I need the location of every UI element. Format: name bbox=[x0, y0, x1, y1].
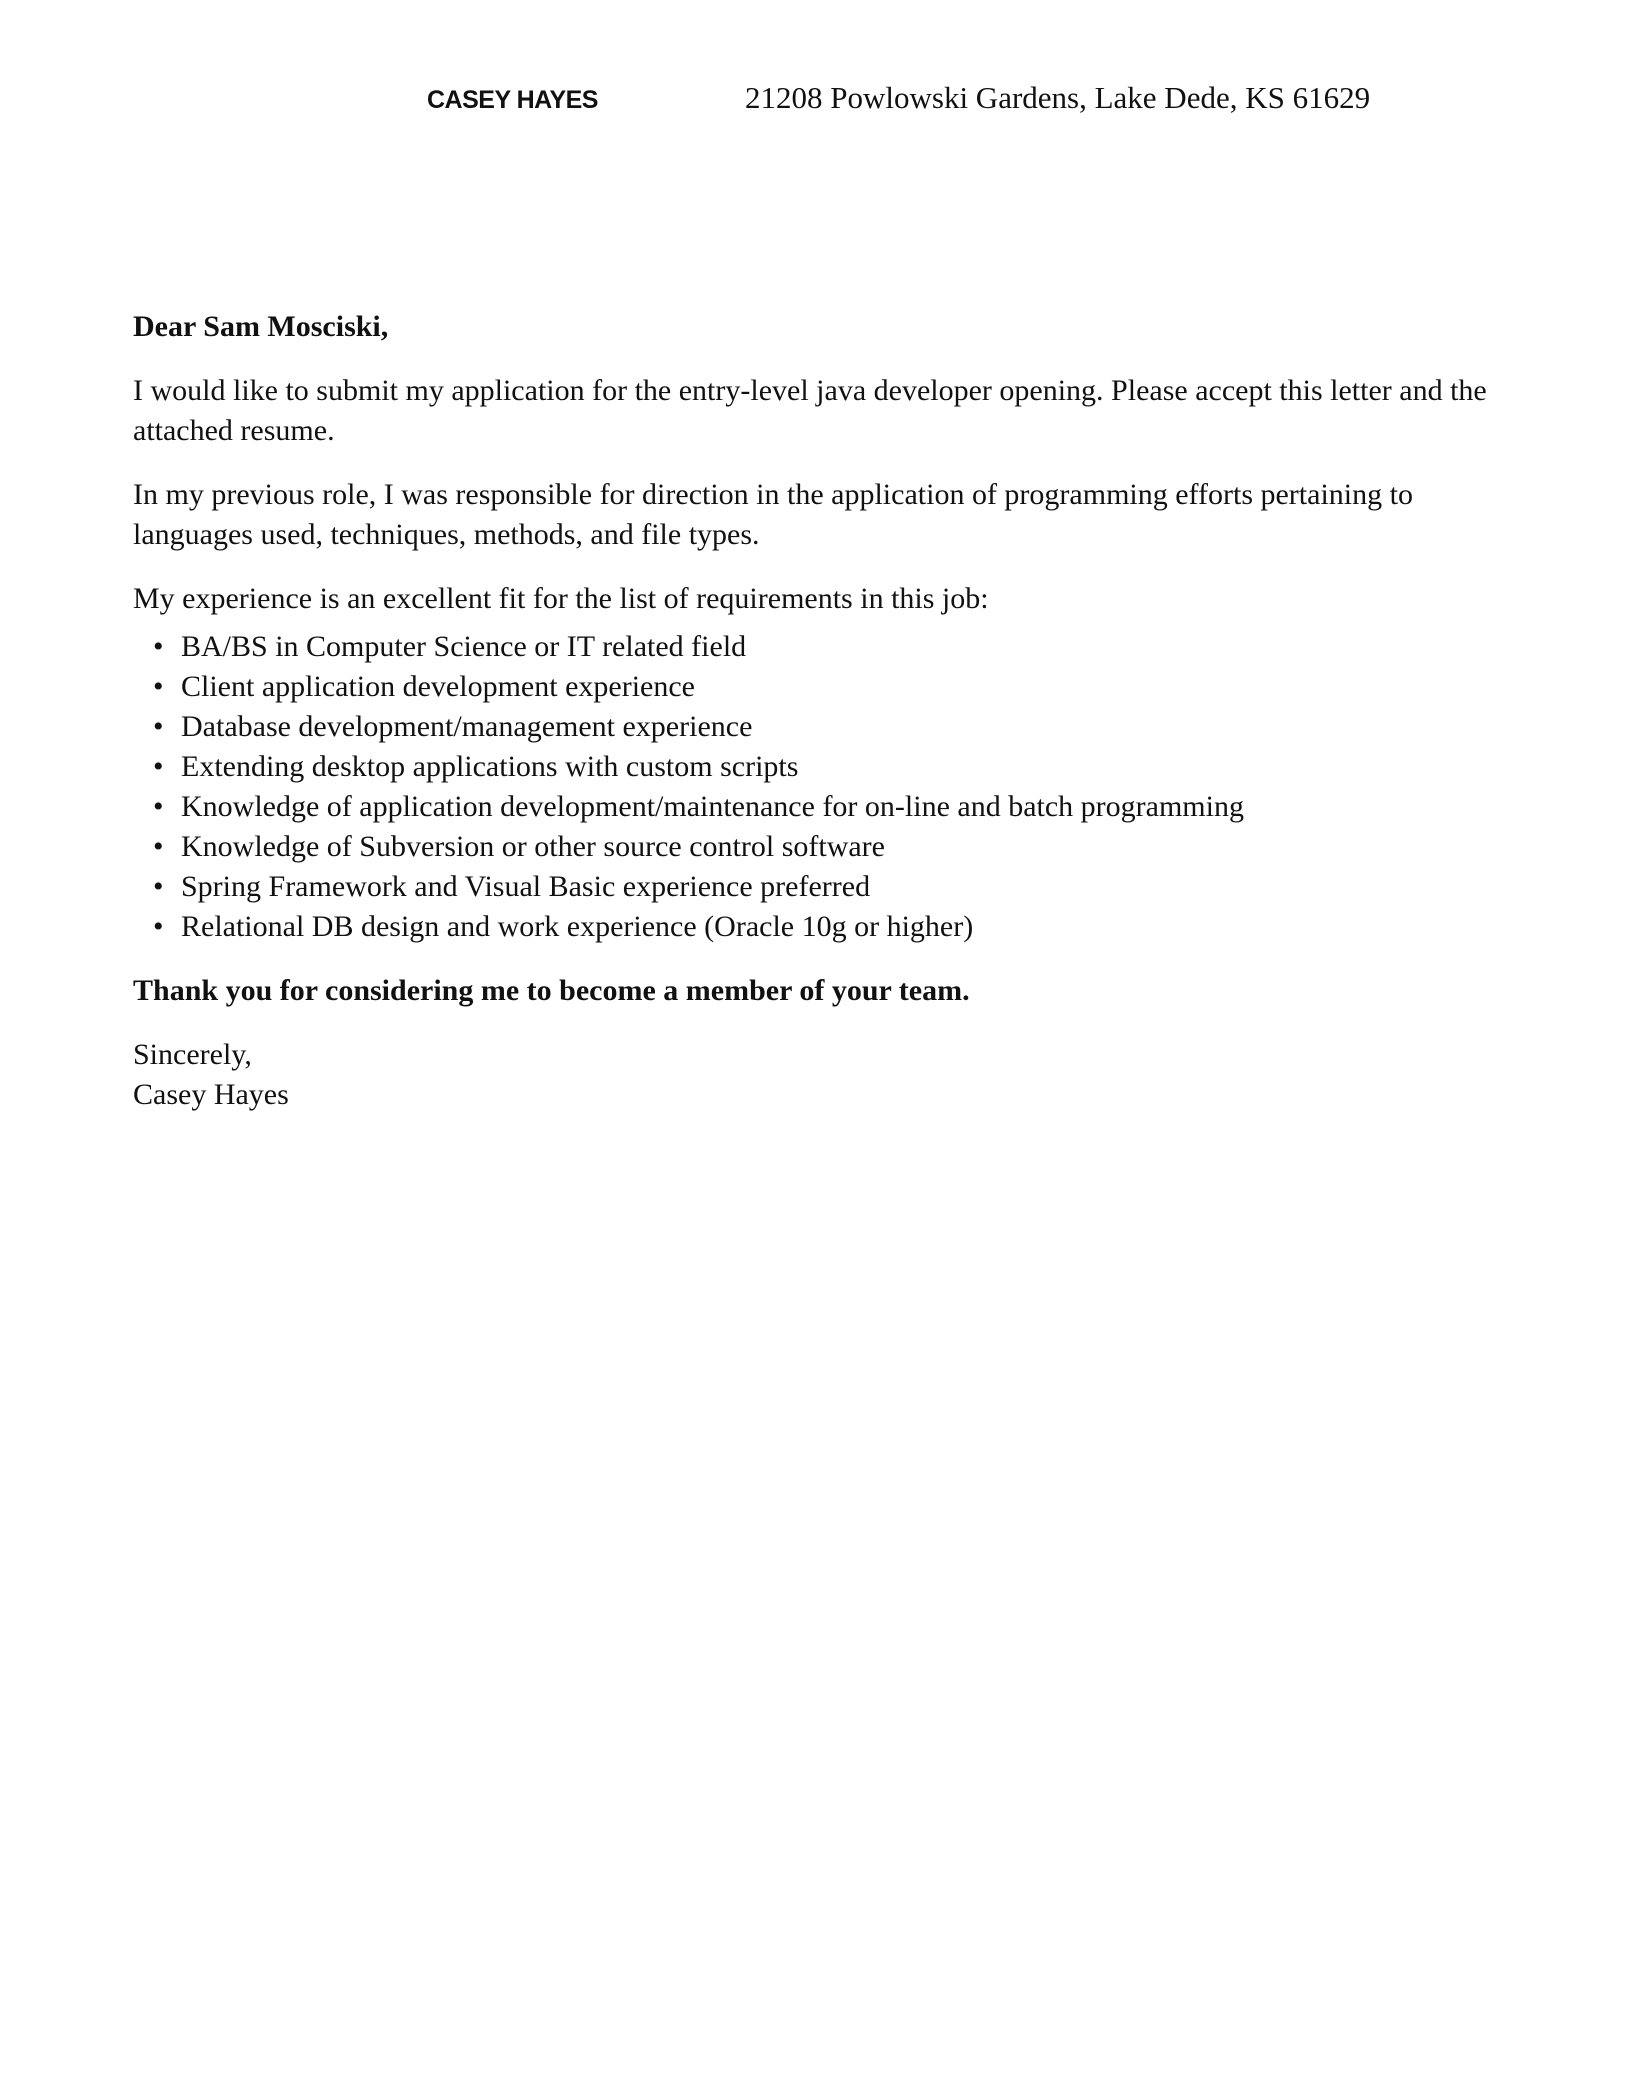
bullet-icon: • bbox=[153, 630, 164, 663]
paragraph-experience: In my previous role, I was responsible for direction in the application of programming efforts pertaining to languages used, techniques, methods, and file types. bbox=[133, 478, 1413, 551]
list-item bbox=[153, 627, 1513, 667]
signoff: Sincerely, bbox=[133, 1038, 252, 1071]
list-item-text: Spring Framework and Visual Basic experience preferred bbox=[181, 870, 871, 903]
list-item-text: Knowledge of Subversion or other source control software bbox=[181, 830, 885, 863]
letter-header bbox=[0, 80, 1632, 120]
bullet-icon: • bbox=[153, 790, 164, 823]
list-item-text: Database development/management experience bbox=[181, 710, 753, 743]
list-item bbox=[153, 787, 1513, 827]
list-item bbox=[153, 707, 1513, 747]
letter-body bbox=[133, 307, 1513, 1115]
list-item-text: Extending desktop applications with custom scripts bbox=[181, 750, 799, 783]
list-item bbox=[153, 867, 1513, 907]
list-item bbox=[153, 907, 1513, 947]
list-item-text: Knowledge of application development/maintenance for on-line and batch programming bbox=[181, 790, 1244, 823]
bullet-icon: • bbox=[153, 870, 164, 903]
bullet-icon: • bbox=[153, 830, 164, 863]
paragraph-intro: I would like to submit my application for the entry-level java developer opening. Please accept this letter and the attached resume. bbox=[133, 374, 1487, 447]
list-item-text: Relational DB design and work experience (Oracle 10g or higher) bbox=[181, 910, 974, 943]
bullet-icon: • bbox=[153, 750, 164, 783]
sender-address: 21208 Powlowski Gardens, Lake Dede, KS 61629 bbox=[745, 80, 1371, 115]
list-item-text: BA/BS in Computer Science or IT related field bbox=[181, 630, 747, 663]
requirements-list bbox=[133, 627, 1513, 947]
bullet-icon: • bbox=[153, 910, 164, 943]
list-item bbox=[153, 827, 1513, 867]
sender-name: CASEY HAYES bbox=[427, 86, 598, 114]
list-item-text: Client application development experience bbox=[181, 670, 695, 703]
list-item bbox=[153, 747, 1513, 787]
signature: Casey Hayes bbox=[133, 1078, 289, 1111]
list-item bbox=[153, 667, 1513, 707]
paragraph-requirements-intro: My experience is an excellent fit for the list of requirements in this job: bbox=[133, 582, 989, 615]
salutation: Dear Sam Mosciski, bbox=[133, 310, 389, 343]
bullet-icon: • bbox=[153, 670, 164, 703]
closing-statement: Thank you for considering me to become a member of your team. bbox=[133, 974, 970, 1007]
bullet-icon: • bbox=[153, 710, 164, 743]
